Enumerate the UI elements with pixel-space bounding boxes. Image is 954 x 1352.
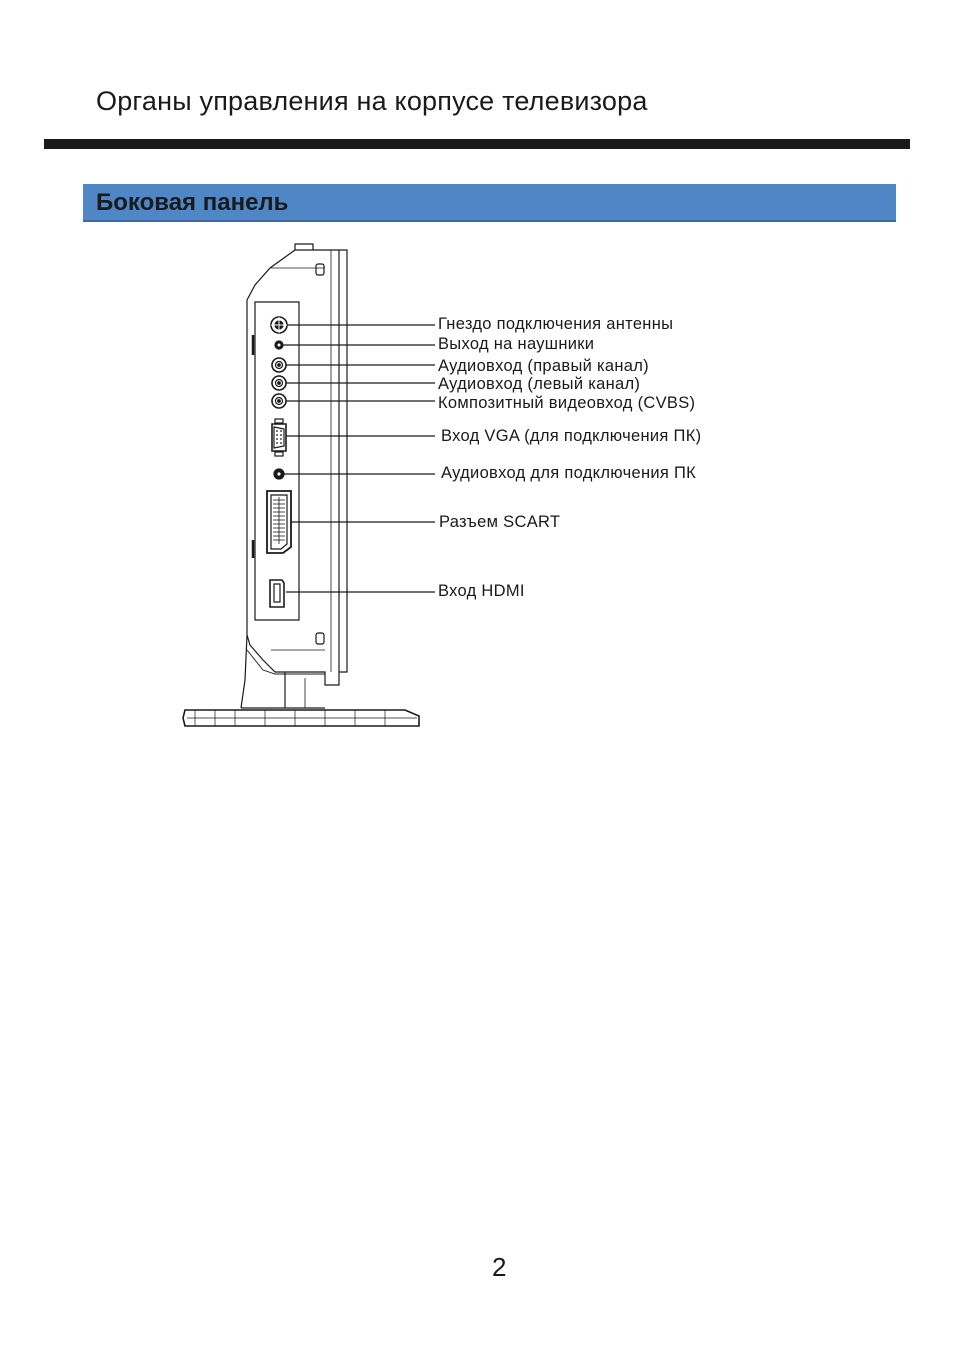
scart-port-icon — [267, 491, 291, 553]
section-title: Боковая панель — [96, 189, 289, 216]
page-title: Органы управления на корпусе телевизора — [96, 86, 648, 116]
vga-port-icon — [272, 419, 286, 456]
page-number: 2 — [492, 1252, 507, 1282]
tv-side-panel-diagram — [175, 240, 435, 735]
label-audio-in-left: Аудиовход (левый канал) — [438, 375, 641, 393]
label-audio-in-right: Аудиовход (правый канал) — [438, 357, 649, 375]
rca-jack-icon — [272, 358, 286, 372]
label-hdmi-in: Вход HDMI — [438, 582, 525, 600]
label-pc-audio-in: Аудиовход для подключения ПК — [441, 464, 697, 482]
label-headphone-output: Выход на наушники — [438, 335, 595, 353]
title-rule — [44, 139, 910, 149]
hdmi-port-icon — [270, 580, 284, 607]
rca-jack-icon — [272, 376, 286, 390]
label-composite-video-in: Композитный видеовход (CVBS) — [438, 394, 696, 412]
label-scart: Разъем SCART — [439, 513, 561, 531]
label-antenna-socket: Гнездо подключения антенны — [438, 315, 674, 333]
rca-jack-icon — [272, 394, 286, 408]
label-vga-in: Вход VGA (для подключения ПК) — [441, 427, 702, 445]
